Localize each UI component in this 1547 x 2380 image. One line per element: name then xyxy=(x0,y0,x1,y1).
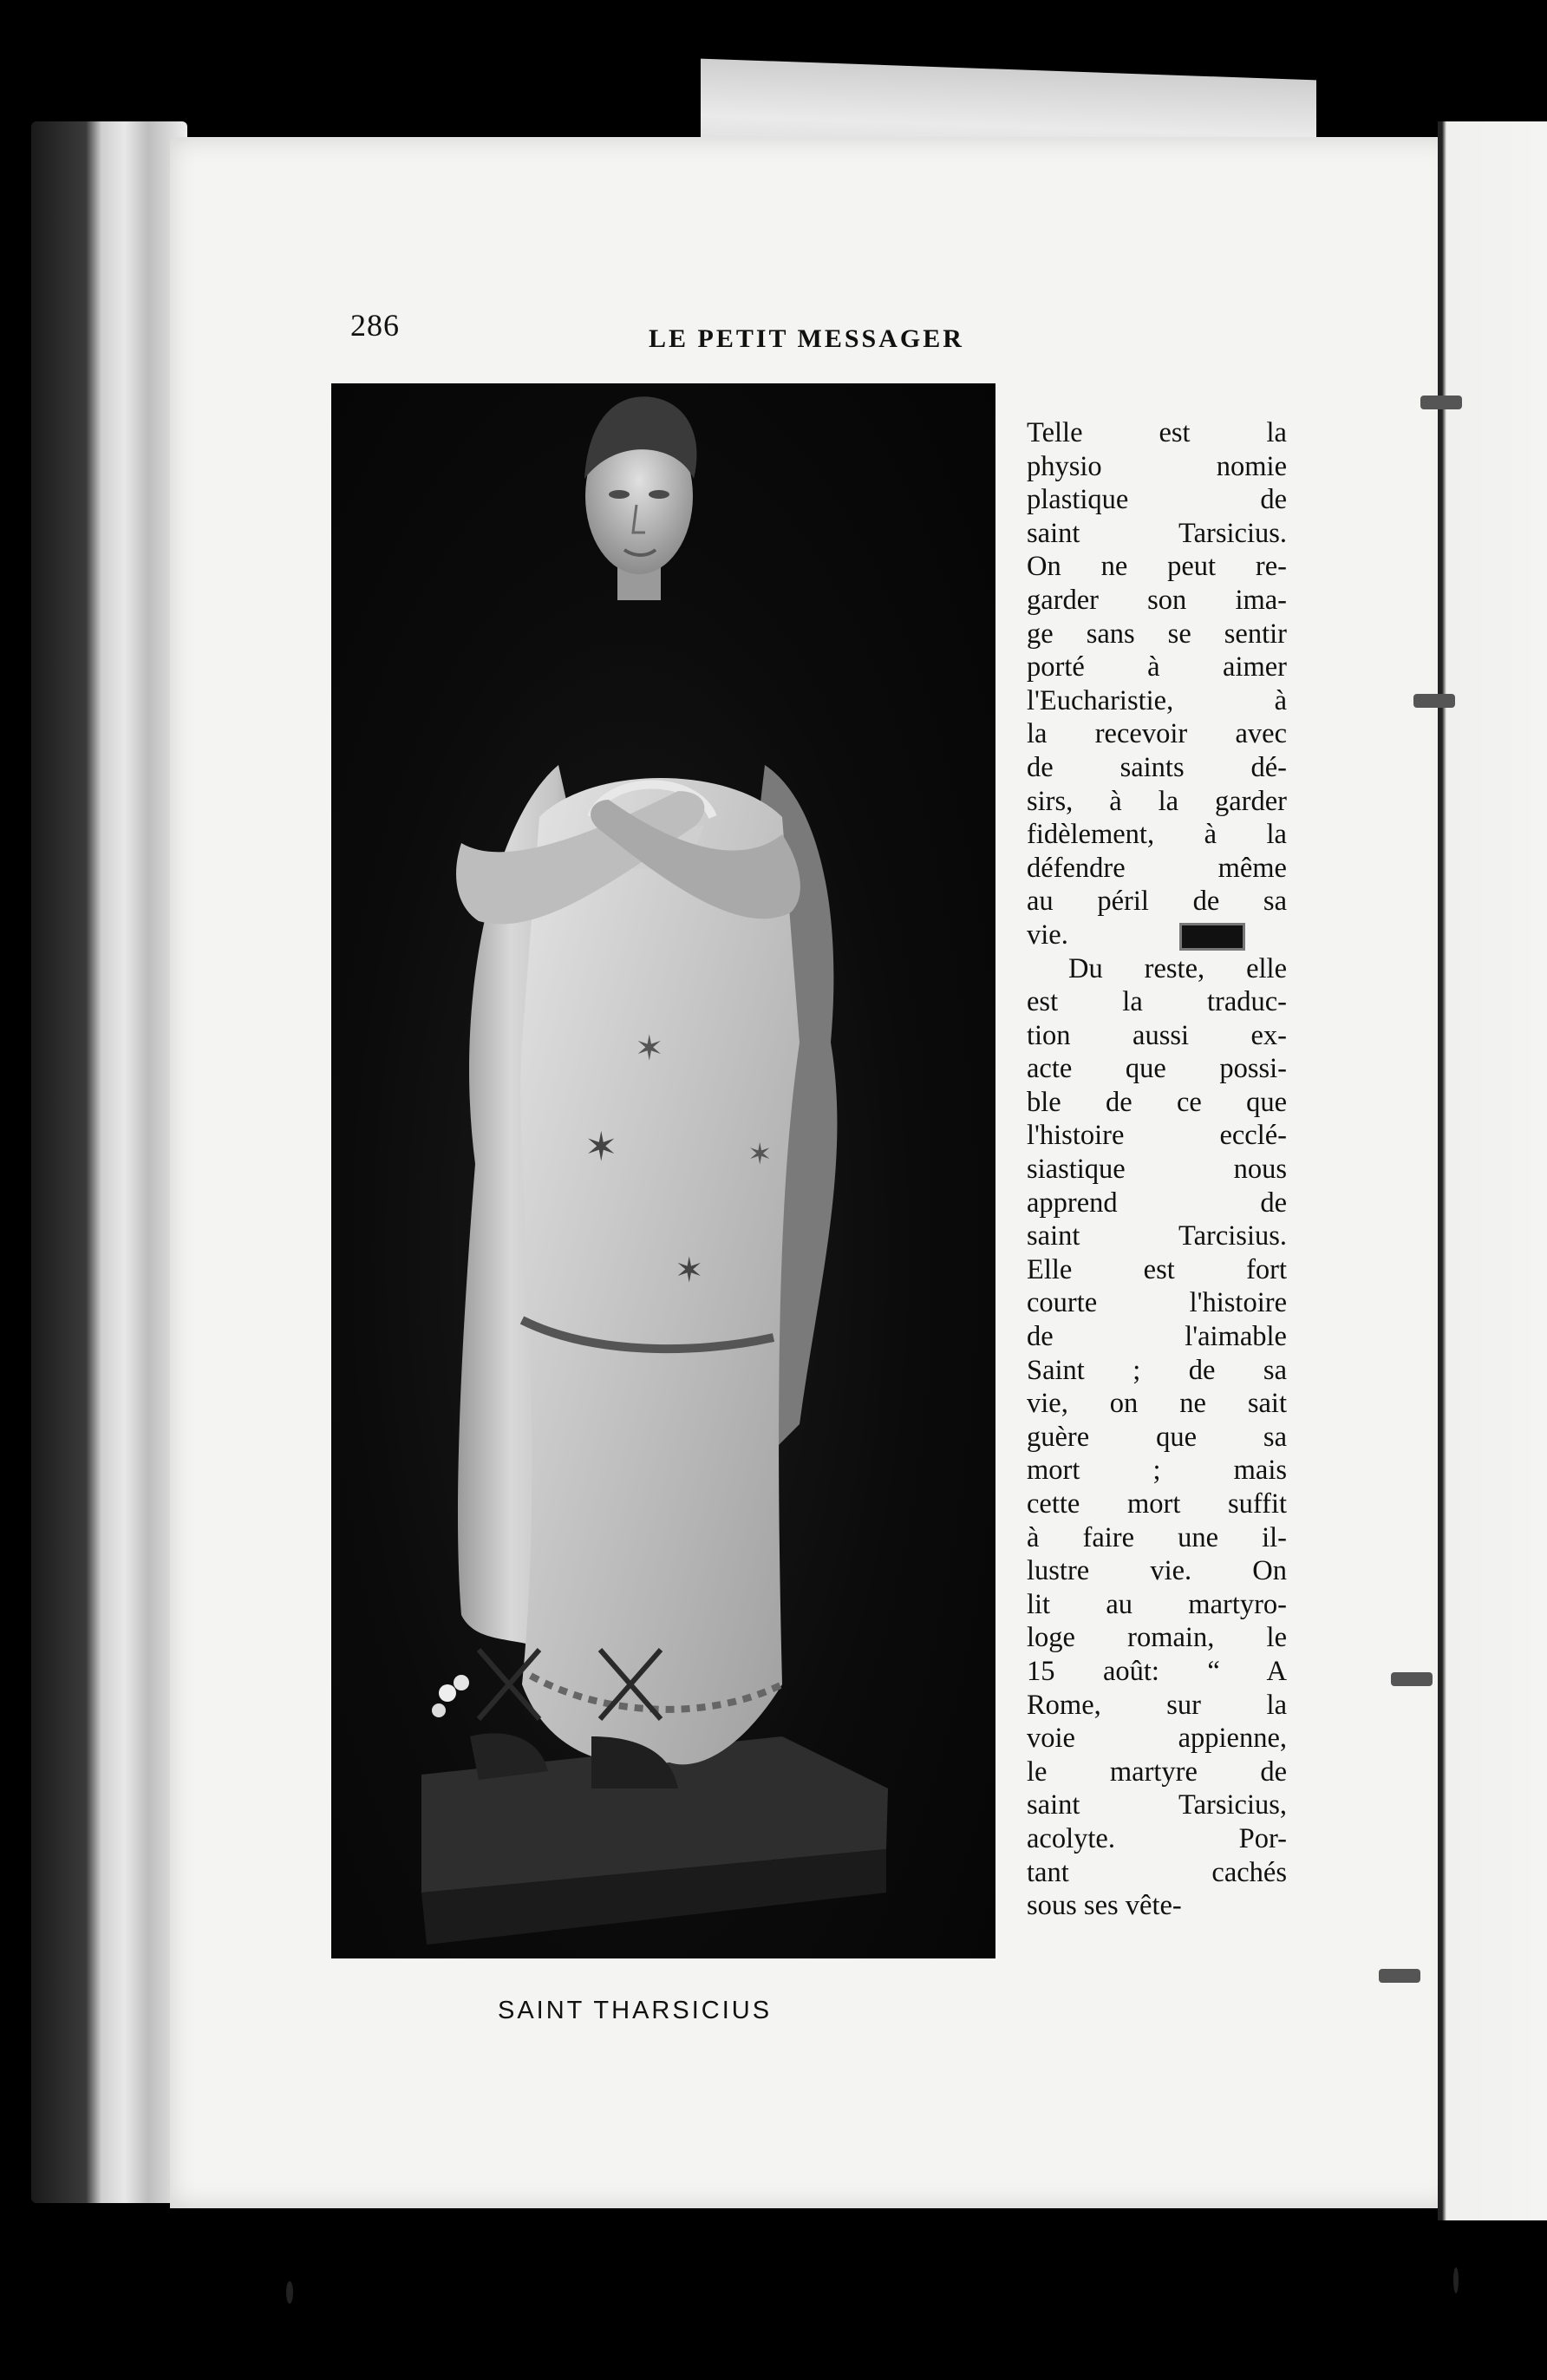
running-head: LE PETIT MESSAGER xyxy=(649,324,964,353)
binding-stitch xyxy=(1391,1672,1433,1686)
text-line: de l'aimable xyxy=(1027,1321,1287,1353)
text-line: courte l'histoire xyxy=(1027,1287,1287,1319)
body-text-column xyxy=(1027,416,1287,1923)
svg-text:✶: ✶ xyxy=(675,1251,704,1291)
facing-page-edge xyxy=(1438,121,1547,2220)
text-line: acte que possi- xyxy=(1027,1053,1287,1085)
binding-stitch xyxy=(1379,1969,1420,1983)
text-line: de saints dé- xyxy=(1027,751,1287,783)
svg-text:✶: ✶ xyxy=(584,1123,618,1170)
text-line: Elle est fort xyxy=(1027,1253,1287,1285)
binding-stitch xyxy=(1413,694,1455,708)
text-line: loge romain, le xyxy=(1027,1622,1287,1654)
text-line: acolyte. Por- xyxy=(1027,1822,1287,1854)
statue-illustration xyxy=(331,383,995,1958)
text-line: défendre même xyxy=(1027,852,1287,884)
page-number: 286 xyxy=(350,308,400,343)
text-line: est la traduc- xyxy=(1027,986,1287,1018)
text-line: saint Tarsicius. xyxy=(1027,517,1287,549)
text-line: physio nomie xyxy=(1027,450,1287,482)
text-line: l'Eucharistie, à xyxy=(1027,684,1287,716)
text-line: à faire une il- xyxy=(1027,1521,1287,1553)
text-line: Telle est la xyxy=(1027,417,1287,448)
statue-photograph xyxy=(331,383,995,1958)
text-line: lit au martyro- xyxy=(1027,1588,1287,1620)
text-line: tion aussi ex- xyxy=(1027,1019,1287,1051)
text-line: saint Tarsicius, xyxy=(1027,1789,1287,1821)
text-line: au péril de sa xyxy=(1027,886,1287,918)
text-line xyxy=(1027,919,1287,952)
text-line: apprend de xyxy=(1027,1187,1287,1219)
text-line: la recevoir avec xyxy=(1027,718,1287,750)
text-line: plastique de xyxy=(1027,484,1287,516)
text-line: Rome, sur la xyxy=(1027,1689,1287,1721)
text-line: lustre vie. On xyxy=(1027,1555,1287,1587)
text-line: On ne peut re- xyxy=(1027,551,1287,583)
text-line: Du reste, elle xyxy=(1068,952,1287,984)
text-line: Saint ; de sa xyxy=(1027,1354,1287,1386)
text-line: tant cachés xyxy=(1027,1856,1287,1888)
text-line: sirs, à la garder xyxy=(1027,785,1287,817)
book-page-edges xyxy=(31,121,187,2203)
text-line: mort ; mais xyxy=(1027,1455,1287,1487)
text-line: sous ses vête- xyxy=(1027,1890,1182,1922)
binding-stitch xyxy=(1420,396,1462,409)
text-line: guère que sa xyxy=(1027,1421,1287,1453)
text-line: ble de ce que xyxy=(1027,1086,1287,1118)
text-line-content: vie. xyxy=(1027,919,1068,951)
ornament-mark xyxy=(1179,923,1245,951)
svg-text:✶: ✶ xyxy=(747,1137,773,1172)
svg-text:✶: ✶ xyxy=(635,1029,664,1069)
text-line: 15 août: “ A xyxy=(1027,1655,1287,1687)
text-line: le martyre de xyxy=(1027,1756,1287,1788)
photo-caption: SAINT THARSICIUS xyxy=(498,1997,773,2024)
text-line: vie, on ne sait xyxy=(1027,1388,1287,1420)
text-line: ge sans se sentir xyxy=(1027,618,1287,650)
text-line: fidèlement, à la xyxy=(1027,819,1287,851)
text-line: l'histoire ecclé- xyxy=(1027,1120,1287,1152)
text-line: saint Tarcisius. xyxy=(1027,1220,1287,1252)
text-line: cette mort suffit xyxy=(1027,1488,1287,1520)
text-line: garder son ima- xyxy=(1027,584,1287,616)
text-line: voie appienne, xyxy=(1027,1723,1287,1755)
text-line: porté à aimer xyxy=(1027,651,1287,683)
text-line: siastique nous xyxy=(1027,1154,1287,1186)
